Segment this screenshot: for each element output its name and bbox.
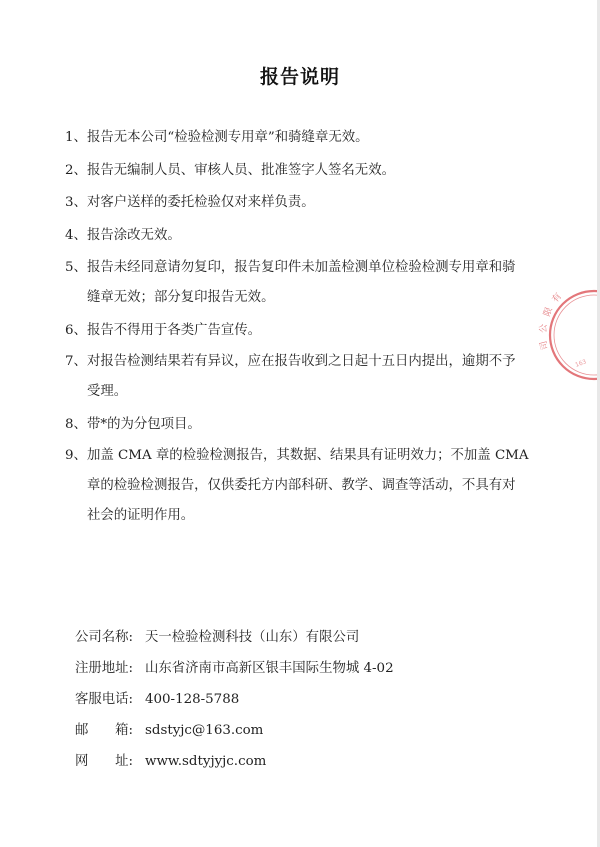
seal-stamp-graphic bbox=[536, 285, 600, 385]
note-text-continued: 章的检验检测报告，仅供委托方内部科研、教学、调查等活动，不具有对 bbox=[87, 478, 516, 493]
note-item-5 bbox=[65, 253, 537, 313]
note-number: 7、 bbox=[65, 354, 87, 369]
company-name-row bbox=[75, 628, 359, 648]
page-title: 报告说明 bbox=[259, 66, 340, 88]
note-item-3 bbox=[65, 188, 537, 218]
note-number: 3、 bbox=[65, 195, 87, 210]
note-number: 1、 bbox=[65, 130, 87, 145]
address-value: 山东省济南市高新区银丰国际生物城 4-02 bbox=[145, 661, 394, 676]
phone-label: 客服电话: bbox=[75, 692, 134, 707]
note-text: 加盖 CMA 章的检验检测报告，其数据、结果具有证明效力；不加盖 CMA bbox=[87, 448, 529, 463]
svg-text:司: 司 bbox=[538, 339, 551, 351]
note-text: 对客户送样的委托检验仅对来样负责。 bbox=[87, 195, 315, 210]
svg-text:限: 限 bbox=[542, 306, 555, 319]
note-text: 报告无编制人员、审核人员、批准签字人签名无效。 bbox=[87, 163, 395, 178]
note-text-continued: 受理。 bbox=[87, 384, 128, 399]
note-number: 6、 bbox=[65, 323, 87, 338]
note-text: 报告涂改无效。 bbox=[87, 228, 181, 243]
note-text: 报告无本公司“检验检测专用章”和骑缝章无效。 bbox=[87, 130, 369, 145]
note-item-2 bbox=[65, 156, 537, 186]
note-number: 5、 bbox=[65, 260, 87, 275]
note-number: 8、 bbox=[65, 417, 87, 432]
note-item-9 bbox=[65, 441, 537, 531]
note-item-6 bbox=[65, 316, 537, 346]
website-row bbox=[75, 752, 266, 772]
phone-value: 400-128-5788 bbox=[145, 692, 240, 707]
email-row bbox=[75, 721, 263, 741]
svg-text:163: 163 bbox=[574, 358, 588, 369]
note-text: 报告未经同意请勿复印，报告复印件未加盖检测单位检验检测专用章和骑 bbox=[87, 260, 516, 275]
email-label: 邮 箱: bbox=[75, 723, 134, 738]
note-number: 9、 bbox=[65, 448, 87, 463]
note-text-continued: 缝章无效；部分复印报告无效。 bbox=[87, 290, 275, 305]
note-item-8 bbox=[65, 410, 537, 440]
svg-text:有: 有 bbox=[550, 291, 565, 305]
email-value: sdstyjc@163.com bbox=[145, 723, 264, 738]
company-name-value: 天一检验检测科技（山东）有限公司 bbox=[145, 630, 360, 645]
note-text: 报告不得用于各类广告宣传。 bbox=[87, 323, 262, 338]
svg-text:公: 公 bbox=[539, 323, 550, 334]
address-row bbox=[75, 659, 394, 679]
note-item-7 bbox=[65, 347, 537, 407]
note-text: 带*的为分包项目。 bbox=[87, 417, 201, 432]
address-label: 注册地址: bbox=[75, 661, 134, 676]
note-item-4 bbox=[65, 221, 537, 251]
website-label: 网 址: bbox=[75, 754, 134, 769]
phone-row bbox=[75, 690, 239, 710]
company-name-label: 公司名称: bbox=[75, 630, 134, 645]
note-item-1 bbox=[65, 123, 537, 153]
note-text: 对报告检测结果若有异议，应在报告收到之日起十五日内提出，逾期不予 bbox=[87, 354, 516, 369]
note-text-continued: 社会的证明作用。 bbox=[87, 508, 195, 523]
website-value: www.sdtyjyjc.com bbox=[145, 754, 267, 769]
note-number: 2、 bbox=[65, 163, 87, 178]
seal-stamp bbox=[536, 285, 600, 385]
note-number: 4、 bbox=[65, 228, 87, 243]
